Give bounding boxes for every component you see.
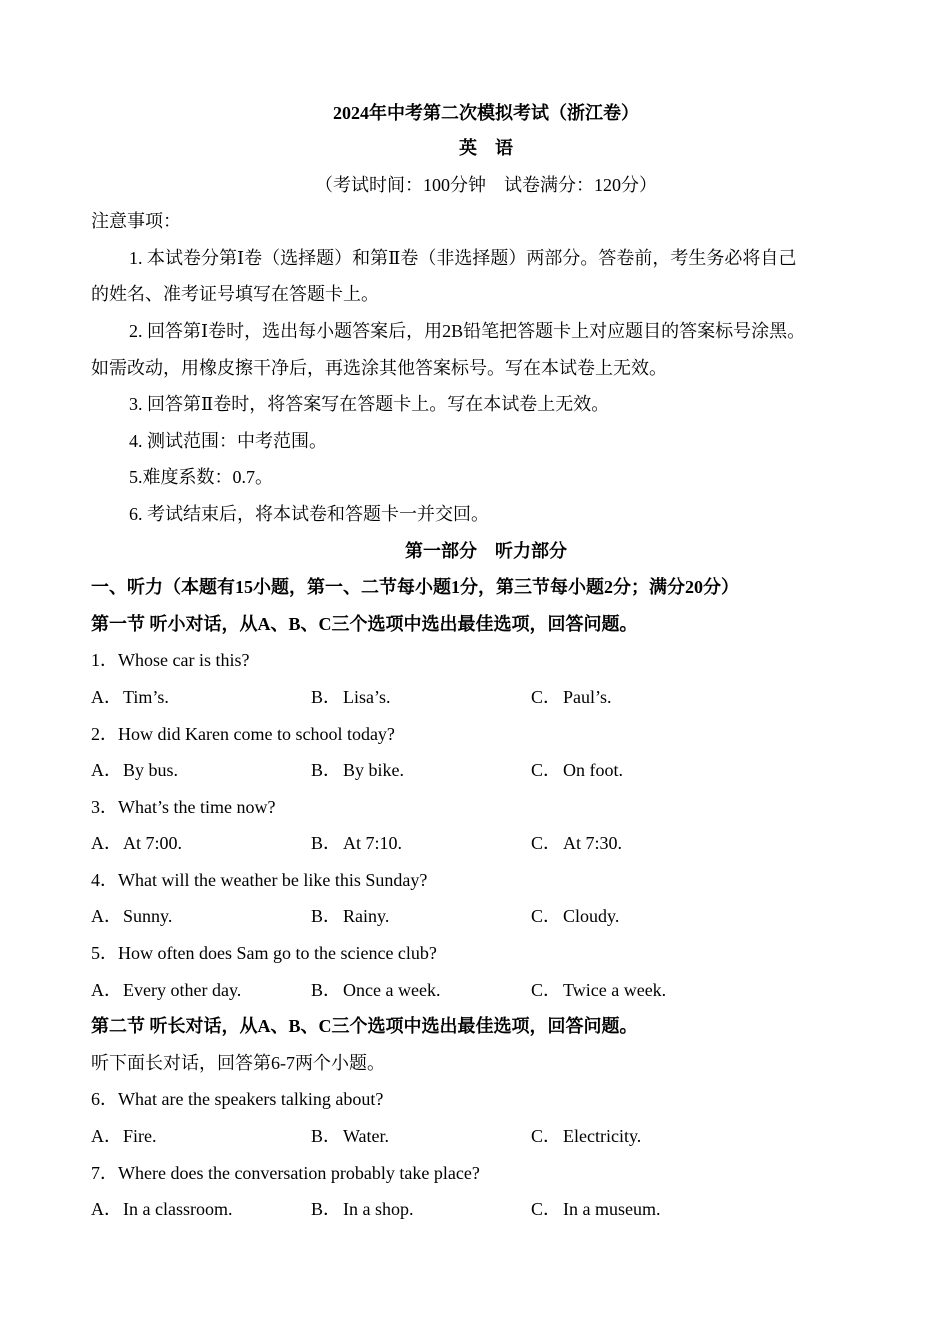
- note-item-2-line-1: 2. 回答第Ⅰ卷时，选出每小题答案后，用2B铅笔把答题卡上对应题目的答案标号涂黑。: [129, 320, 806, 341]
- note-item-1-line-1: 1. 本试卷分第Ⅰ卷（选择题）和第Ⅱ卷（非选择题）两部分。答卷前，考生务必将自己: [129, 247, 797, 268]
- option-c: C． Twice a week.: [531, 979, 667, 1000]
- option-b: B． Lisa’s.: [311, 686, 391, 707]
- exam-page: [91, 96, 881, 1228]
- question-5: 5．How often does Sam go to the science club?: [91, 943, 437, 964]
- exam-info: （考试时间：100分钟 试卷满分：120分）: [315, 174, 657, 195]
- question-3: 3．What’s the time now?: [91, 796, 276, 817]
- option-b: B． Water.: [311, 1126, 390, 1147]
- exam-title: 2024年中考第二次模拟考试（浙江卷）: [333, 103, 639, 123]
- option-c: C． In a museum.: [531, 1199, 661, 1220]
- part-title: 第一部分 听力部分: [405, 540, 567, 561]
- subsection-1-heading: 第一节 听小对话，从A、B、C三个选项中选出最佳选项，回答问题。: [91, 613, 638, 634]
- option-c: C． Cloudy.: [531, 906, 620, 927]
- option-c: C． On foot.: [531, 760, 623, 781]
- question-5-options: [91, 972, 881, 1009]
- question-7: 7．Where does the conversation probably take place?: [91, 1162, 480, 1183]
- question-2: 2．How did Karen come to school today?: [91, 723, 395, 744]
- note-item-1-line-2: 的姓名、准考证号填写在答题卡上。: [91, 284, 379, 305]
- option-a: A．Fire.: [91, 1126, 157, 1147]
- option-b: B． By bike.: [311, 760, 404, 781]
- subsection-2-intro: 听下面长对话，回答第6-7两个小题。: [91, 1052, 385, 1073]
- note-item-5: 5.难度系数：0.7。: [129, 467, 273, 488]
- question-6: 6．What are the speakers talking about?: [91, 1089, 384, 1110]
- option-b: B． Once a week.: [311, 979, 441, 1000]
- note-item-6: 6. 考试结束后，将本试卷和答题卡一并交回。: [129, 503, 489, 524]
- option-a: A．Tim’s.: [91, 686, 169, 707]
- option-a: A．At 7:00.: [91, 833, 183, 854]
- question-7-options: [91, 1191, 881, 1228]
- option-a: A．Every other day.: [91, 979, 242, 1000]
- note-item-3: 3. 回答第Ⅱ卷时，将答案写在答题卡上。写在本试卷上无效。: [129, 394, 610, 415]
- option-c: C． At 7:30.: [531, 833, 623, 854]
- question-2-options: [91, 752, 881, 789]
- note-item-2-line-2: 如需改动，用橡皮擦干净后，再选涂其他答案标号。写在本试卷上无效。: [91, 357, 667, 378]
- option-a: A．In a classroom.: [91, 1199, 233, 1220]
- option-c: C． Electricity.: [531, 1126, 642, 1147]
- subsection-2-heading: 第二节 听长对话，从A、B、C三个选项中选出最佳选项，回答问题。: [91, 1016, 638, 1037]
- option-b: B． At 7:10.: [311, 833, 403, 854]
- option-b: B． Rainy.: [311, 906, 390, 927]
- note-item-4: 4. 测试范围：中考范围。: [129, 430, 327, 451]
- notes-heading: 注意事项：: [91, 211, 181, 232]
- subject-title: 英 语: [459, 138, 513, 158]
- option-a: A．By bus.: [91, 760, 179, 781]
- question-6-options: [91, 1118, 881, 1155]
- question-4: 4．What will the weather be like this Sunday?: [91, 869, 428, 890]
- question-1: 1．Whose car is this?: [91, 650, 250, 671]
- question-4-options: [91, 898, 881, 935]
- option-c: C． Paul’s.: [531, 686, 612, 707]
- question-1-options: [91, 679, 881, 716]
- question-3-options: [91, 825, 881, 862]
- option-b: B． In a shop.: [311, 1199, 414, 1220]
- option-a: A．Sunny.: [91, 906, 173, 927]
- section-heading: 一、听力（本题有15小题，第一、二节每小题1分，第三节每小题2分；满分20分）: [91, 577, 739, 598]
